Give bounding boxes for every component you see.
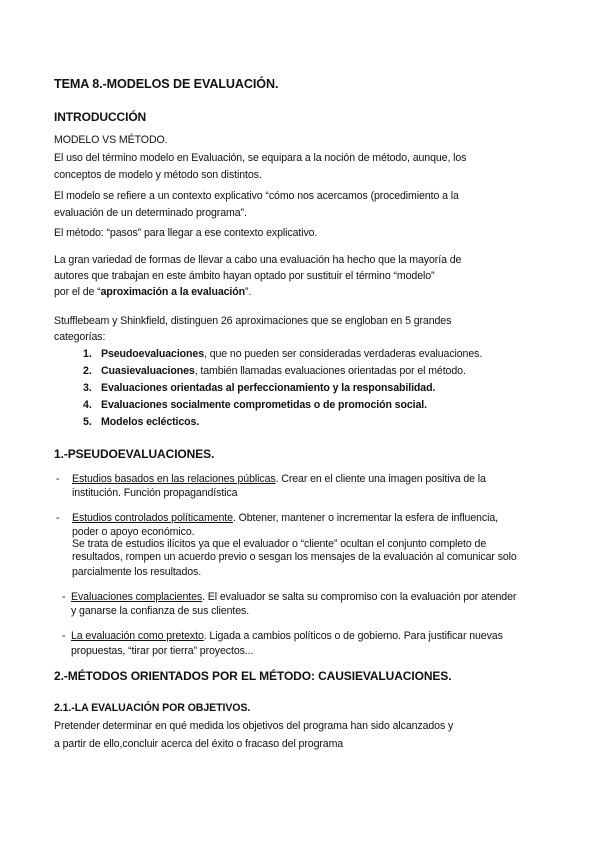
- list-item-title: Evaluaciones orientadas al perfeccionamiento y la responsabilidad.: [101, 382, 436, 394]
- list-item-title: Modelos eclécticos.: [101, 416, 200, 428]
- paragraph-line: El método: “pasos” para llegar a ese contexto explicativo.: [54, 227, 318, 239]
- page-title: TEMA 8.-MODELOS DE EVALUACIÓN.: [54, 77, 279, 91]
- text-run: ”.: [245, 286, 252, 298]
- section-heading: 2.-MÉTODOS ORIENTADOS POR EL MÉTODO: CAUSIEVALUACIONES.: [54, 669, 452, 683]
- list-number: 1.: [83, 348, 92, 360]
- list-item-title: Pseudoevaluaciones: [101, 348, 205, 360]
- intro-subheading: MODELO VS MÉTODO.: [54, 134, 168, 146]
- list-item-continuation: poder o apoyo económico.: [72, 526, 195, 538]
- list-item-continuation: y ganarse la confianza de sus clientes.: [71, 605, 250, 617]
- paragraph-line: categorías:: [54, 331, 106, 343]
- list-item-text: . El evaluador se salta su compromiso con la evaluación por atender: [202, 591, 517, 603]
- list-item-continuation: resultados, rompen un acuerdo previo o sesgan los mensajes de la evaluación al comunicar solo: [72, 551, 517, 563]
- list-item: [101, 365, 466, 378]
- list-item-continuation: parcialmente los resultados.: [72, 566, 202, 578]
- list-item: [71, 591, 516, 604]
- list-item-text: . Ligada a cambios políticos o de gobierno. Para justificar nuevas: [203, 630, 503, 642]
- list-item: [101, 399, 427, 412]
- list-item-continuation: Se trata de estudios ilícitos ya que el evaluador o “cliente” ocultan el conjunto completo de: [72, 538, 487, 550]
- list-item-text: . Obtener, mantener o incrementar la esfera de influencia,: [232, 512, 498, 524]
- paragraph-line: a partir de ello,concluir acerca del éxito o fracaso del programa: [54, 738, 344, 750]
- list-item: [71, 630, 503, 643]
- list-item-title: Evaluaciones complacientes: [71, 591, 203, 603]
- paragraph-line: Pretender determinar en qué medida los objetivos del programa han sido alcanzados y: [54, 720, 454, 732]
- list-item-title: Evaluaciones socialmente comprometidas o de promoción social.: [101, 399, 427, 411]
- paragraph-line: autores que trabajan en este ámbito hayan optado por sustituir el término “modelo”: [54, 270, 435, 282]
- bullet-dash: -: [56, 473, 60, 485]
- list-item: [101, 416, 199, 429]
- list-item-title: La evaluación como pretexto: [71, 630, 204, 642]
- list-item-title: Estudios controlados políticamente: [72, 512, 233, 524]
- bullet-dash: -: [62, 630, 66, 642]
- bullet-dash: -: [62, 591, 66, 603]
- list-item: [101, 382, 435, 395]
- emphasis-text: aproximación a la evaluación: [100, 286, 246, 298]
- list-item-continuation: propuestas, “tirar por tierra” proyectos...: [71, 645, 254, 657]
- list-item: [101, 348, 482, 361]
- bullet-dash: -: [56, 512, 60, 524]
- paragraph-line: conceptos de modelo y método son distintos.: [54, 169, 262, 181]
- list-number: 5.: [83, 416, 92, 428]
- intro-heading: INTRODUCCIÓN: [54, 110, 147, 124]
- paragraph-line: evaluación de un determinado programa”.: [54, 207, 247, 219]
- paragraph-line: El modelo se refiere a un contexto explicativo “cómo nos acercamos (procedimiento a la: [54, 190, 459, 202]
- list-item: [72, 512, 498, 525]
- text-run: por el de “: [54, 286, 101, 298]
- list-item-text: , también llamadas evaluaciones orientadas por el método.: [194, 365, 466, 377]
- list-item-continuation: institución. Función propagandística: [72, 487, 238, 499]
- list-number: 4.: [83, 399, 92, 411]
- list-item-title: Cuasievaluaciones: [101, 365, 195, 377]
- list-item-text: . Crear en el cliente una imagen positiva de la: [275, 473, 486, 485]
- paragraph-line: [54, 286, 251, 299]
- paragraph-line: La gran variedad de formas de llevar a cabo una evaluación ha hecho que la mayoría de: [54, 254, 462, 266]
- list-item-text: , que no pueden ser consideradas verdaderas evaluaciones.: [204, 348, 483, 360]
- list-number: 2.: [83, 365, 92, 377]
- paragraph-line: Stufflebeam y Shinkfield, distinguen 26 aproximaciones que se engloban en 5 grandes: [54, 315, 452, 327]
- list-item-title: Estudios basados en las relaciones públicas: [72, 473, 276, 485]
- subsection-heading: 2.1.-LA EVALUACIÓN POR OBJETIVOS.: [54, 702, 251, 714]
- paragraph-line: El uso del término modelo en Evaluación, se equipara a la noción de método, aunque, los: [54, 152, 467, 164]
- list-item: [72, 473, 486, 486]
- list-number: 3.: [83, 382, 92, 394]
- section-heading: 1.-PSEUDOEVALUACIONES.: [54, 447, 215, 461]
